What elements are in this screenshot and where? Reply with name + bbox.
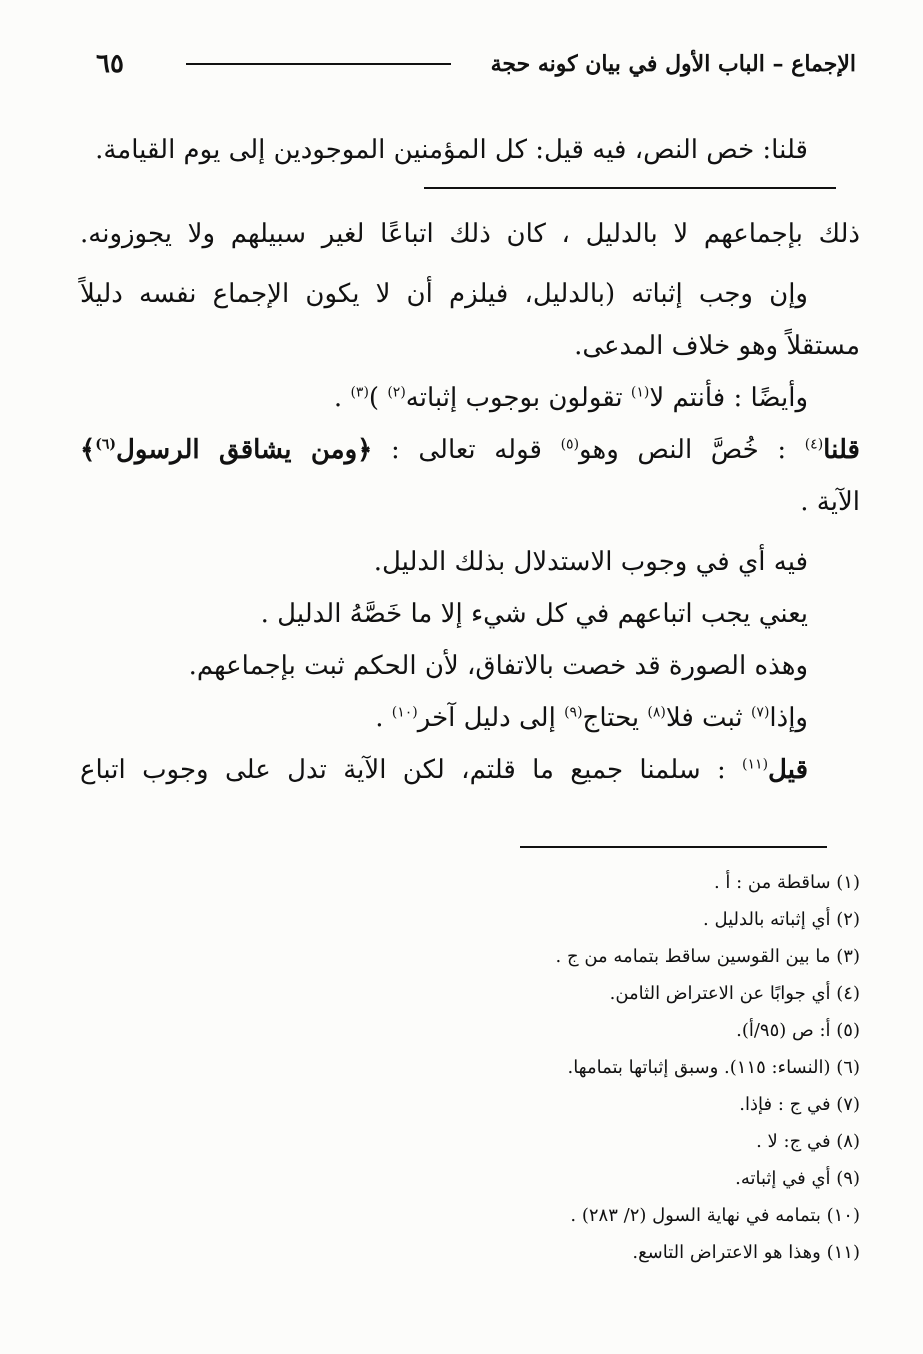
footnote: (١١) وهذا هو الاعتراض التاسع. — [632, 1242, 860, 1263]
commented-text-rule — [424, 187, 836, 189]
body-line-8: يعني يجب اتباعهم في كل شيء إلا ما خَصَّهُ الدليل . — [260, 599, 808, 629]
body-line-11 — [80, 744, 860, 796]
footnote: (٢) أي إثباته بالدليل . — [703, 909, 860, 930]
footnote: (٥) أ: ص (٩٥/أ). — [736, 1020, 860, 1041]
commented-text — [96, 128, 808, 172]
footnote-ref-4[interactable]: (٤) — [804, 436, 824, 453]
footnote-ref-7[interactable]: (٧) — [750, 704, 770, 721]
text-run: ﴿ومن يشاقق الرسول — [116, 435, 373, 465]
footnote-ref-3[interactable]: (٣) — [350, 384, 369, 401]
header-rule — [186, 63, 451, 65]
text-run: إلى دليل آخر — [417, 703, 565, 733]
text-run: . — [333, 383, 351, 413]
text-run: يحتاج — [582, 703, 648, 733]
page-header — [96, 44, 856, 84]
footnote-ref-8[interactable]: (٨) — [647, 704, 666, 721]
body-line-1: ذلك بإجماعهم لا بالدليل ، كان ذلك اتباعًا لغير سبيلهم ولا يجوزونه. — [80, 219, 860, 249]
text-run: . — [375, 703, 392, 733]
footnote-ref-9[interactable]: (٩) — [564, 704, 583, 721]
footnote: (٣) ما بين القوسين ساقط بتمامه من ج . — [555, 946, 860, 967]
text-run: : خُصَّ النص وهو — [579, 435, 805, 465]
body-line-4 — [80, 372, 860, 424]
footnotes — [100, 864, 860, 1271]
body-line-6: الآية . — [800, 487, 860, 517]
commented-text-line: قلنا: خص النص، فيه قيل: كل المؤمنين الموجودين إلى يوم القيامة. — [95, 135, 808, 165]
text-run: : سلمنا جميع ما قلتم، لكن الآية تدل على وجوب اتباع — [80, 755, 743, 785]
quran-verse — [80, 435, 372, 465]
text-run: وإذا — [769, 703, 808, 733]
footnote: (١) ساقطة من : أ . — [713, 872, 860, 893]
body-line-3: مستقلاً وهو خلاف المدعى. — [574, 331, 860, 361]
body-line-7: فيه أي في وجوب الاستدلال بذلك الدليل. — [373, 547, 808, 577]
footnote: (١٠) بتمامه في نهاية السول (٢/ ٢٨٣) . — [570, 1205, 860, 1226]
footnote-ref-5[interactable]: (٥) — [560, 436, 580, 453]
commentary-body — [80, 208, 860, 796]
footnote: (٤) أي جوابًا عن الاعتراض الثامن. — [609, 983, 860, 1004]
text-run: قيل — [768, 755, 808, 785]
body-line-9: وهذه الصورة قد خصت بالاتفاق، لأن الحكم ثبت بإجماعهم. — [188, 651, 808, 681]
footnote: (٦) (النساء: ١١٥). وسبق إثباتها بتمامها. — [567, 1057, 860, 1078]
footnote-ref-11[interactable]: (١١) — [742, 756, 769, 773]
body-line-10 — [80, 692, 860, 744]
footnote: (٧) في ج : فإذا. — [739, 1094, 860, 1115]
text-run: ) — [368, 383, 388, 413]
text-run: ﴾ — [80, 435, 96, 465]
text-run: وأيضًا : فأنتم لا — [649, 383, 808, 413]
footnote: (٨) في ج: لا . — [756, 1131, 860, 1152]
footnote: (٩) أي في إثباته. — [735, 1168, 860, 1189]
text-run: تقولون بوجوب إثباته — [405, 383, 631, 413]
text-run: قلنا — [823, 435, 860, 465]
running-title: الإجماع – الباب الأول في بيان كونه حجة — [490, 51, 856, 77]
page-number: ٦٥ — [96, 49, 124, 79]
text-run: ثبت فلا — [665, 703, 751, 733]
text-run: قوله تعالى : — [372, 435, 561, 465]
footnote-ref-6[interactable]: (٦) — [95, 436, 117, 453]
footnote-rule — [520, 846, 827, 848]
footnote-ref-2[interactable]: (٢) — [387, 384, 406, 401]
body-line-5 — [80, 424, 860, 476]
footnote-ref-1[interactable]: (١) — [630, 384, 650, 401]
footnote-ref-10[interactable]: (١٠) — [391, 704, 418, 721]
body-line-2: وإن وجب إثباته (بالدليل، فيلزم أن لا يكون الإجماع نفسه دليلاً — [80, 279, 808, 309]
